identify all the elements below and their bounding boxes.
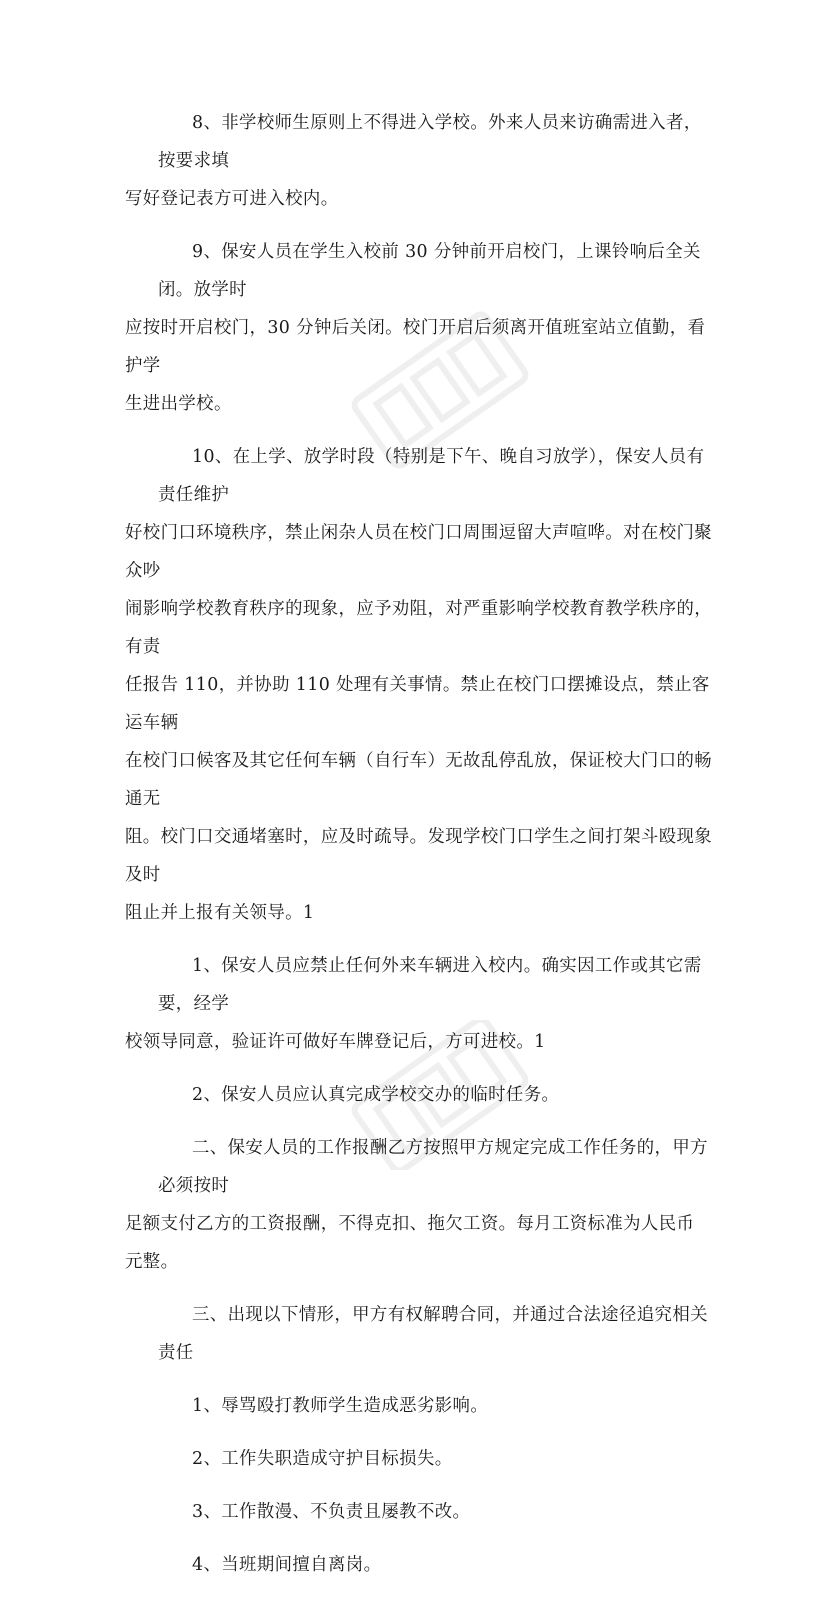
paragraph-line: 9、保安人员在学生入校前 30 分钟前开启校门，上课铃响后全关闭。放学时 <box>158 242 701 300</box>
paragraph-line: 写好登记表方可进入校内。 <box>125 189 339 209</box>
paragraph-line: 闹影响学校教育秩序的现象，应予劝阻，对严重影响学校教育教学秩序的，有责 <box>125 599 713 657</box>
paragraph-line: 阻。校门口交通堵塞时，应及时疏导。发现学校门口学生之间打架斗殴现象及时 <box>125 827 713 885</box>
list-item <box>125 1493 715 1531</box>
paragraph-line: 10、在上学、放学时段（特别是下午、晚自习放学），保安人员有责任维护 <box>158 447 705 505</box>
paragraph-line: 校领导同意，验证许可做好车牌登记后，方可进校。1 <box>125 1032 546 1052</box>
list-item <box>125 1440 715 1478</box>
paragraph-line: 二、保安人员的工作报酬乙方按照甲方规定完成工作任务的，甲方必须按时 <box>158 1138 708 1196</box>
paragraph-section-2-pay <box>125 1129 715 1281</box>
paragraph-item-tasks <box>125 1076 715 1114</box>
paragraph-section-3-termination <box>125 1296 715 1372</box>
paragraph-line: 生进出学校。 <box>125 394 232 414</box>
paragraph-line: 2、工作失职造成守护目标损失。 <box>192 1449 453 1469</box>
paragraph-item-9 <box>125 233 715 423</box>
paragraph-item-vehicles <box>125 947 715 1061</box>
list-item <box>125 1546 715 1584</box>
paragraph-line: 1、保安人员应禁止任何外来车辆进入校内。确实因工作或其它需要，经学 <box>158 956 702 1014</box>
paragraph-line: 足额支付乙方的工资报酬，不得克扣、拖欠工资。每月工资标准为人民币 元整。 <box>125 1214 695 1272</box>
paragraph-line: 8、非学校师生原则上不得进入学校。外来人员来访确需进入者，按要求填 <box>158 113 702 171</box>
paragraph-line: 好校门口环境秩序，禁止闲杂人员在校门口周围逗留大声喧哗。对在校门聚众吵 <box>125 523 713 581</box>
paragraph-line: 任报告 110，并协助 110 处理有关事情。禁止在校门口摆摊设点，禁止客运车辆 <box>125 675 710 733</box>
paragraph-line: 3、工作散漫、不负责且屡教不改。 <box>192 1502 471 1522</box>
paragraph-item-10 <box>125 438 715 932</box>
paragraph-line: 应按时开启校门，30 分钟后关闭。校门开启后须离开值班室站立值勤，看护学 <box>125 318 706 376</box>
paragraph-line: 2、保安人员应认真完成学校交办的临时任务。 <box>192 1085 560 1105</box>
paragraph-line: 在校门口候客及其它任何车辆（自行车）无故乱停乱放，保证校大门口的畅通无 <box>125 751 713 809</box>
paragraph-line: 4、当班期间擅自离岗。 <box>192 1555 382 1575</box>
paragraph-line: 1、辱骂殴打教师学生造成恶劣影响。 <box>192 1396 489 1416</box>
paragraph-line: 三、出现以下情形，甲方有权解聘合同，并通过合法途径追究相关责任 <box>158 1305 708 1363</box>
paragraph-line: 阻止并上报有关领导。1 <box>125 903 315 923</box>
paragraph-item-8 <box>125 104 715 218</box>
document-body <box>125 104 715 1599</box>
list-item <box>125 1387 715 1425</box>
